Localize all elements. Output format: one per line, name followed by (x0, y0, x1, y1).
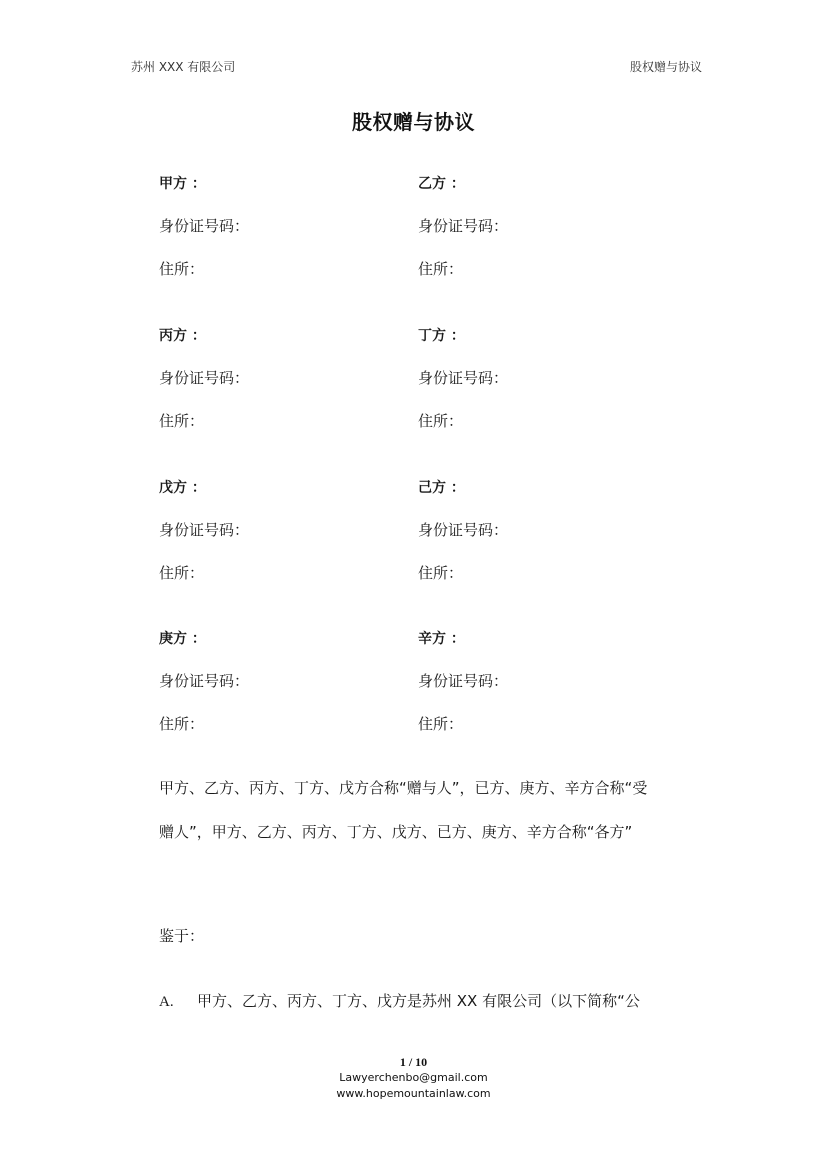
party-id-label: 身份证号码： (159, 217, 250, 235)
footer-website: www.hopemountainlaw.com (336, 1087, 491, 1100)
document-title: 股权赠与协议 (352, 110, 475, 134)
party-id-label: 身份证号码： (418, 521, 509, 539)
party-address-label: 住所： (418, 260, 464, 278)
footer-email: Lawyerchenbo@gmail.com (339, 1071, 488, 1084)
party-address-label: 住所： (418, 564, 464, 582)
header-company-name: 苏州 XXX 有限公司 (131, 60, 236, 74)
whereas-heading: 鉴于： (159, 927, 205, 945)
party-address-label: 住所： (418, 715, 464, 733)
party-name: 己方 ： (418, 480, 465, 496)
party-name: 乙方 ： (418, 176, 465, 192)
clause-a-label: A. (159, 994, 174, 1010)
party-address-label: 住所： (418, 412, 464, 430)
party-id-label: 身份证号码： (159, 369, 250, 387)
clause-a (159, 990, 711, 1011)
party-id-label: 身份证号码： (418, 672, 509, 690)
party-id-label: 身份证号码： (418, 217, 509, 235)
party-address-label: 住所： (159, 715, 205, 733)
party-address-label: 住所： (159, 260, 205, 278)
page-number: 1 / 10 (399, 1055, 428, 1069)
page-header (131, 58, 702, 76)
party-name: 丙方 ： (159, 328, 206, 344)
party-id-label: 身份证号码： (418, 369, 509, 387)
party-id-label: 身份证号码： (159, 521, 250, 539)
clause-a-text: 甲方、乙方、丙方、丁方、戊方是苏州 XX 有限公司（以下简称“公 (197, 992, 640, 1010)
party-name: 戊方 ： (159, 480, 206, 496)
header-divider (131, 79, 702, 80)
party-name: 甲方 ： (159, 176, 206, 192)
header-document-name: 股权赠与协议 (629, 60, 702, 74)
definition-paragraph-line: 甲方、乙方、丙方、丁方、戊方合称“赠与人”，已方、庚方、辛方合称“受 (159, 779, 648, 797)
party-name: 辛方 ： (418, 631, 465, 647)
party-name: 丁方 ： (418, 328, 465, 344)
party-name: 庚方 ： (159, 631, 206, 647)
party-id-label: 身份证号码： (159, 672, 250, 690)
party-address-label: 住所： (159, 564, 205, 582)
party-address-label: 住所： (159, 412, 205, 430)
definition-paragraph-line: 赠人”，甲方、乙方、丙方、丁方、戊方、已方、庚方、辛方合称“各方” (159, 823, 633, 841)
